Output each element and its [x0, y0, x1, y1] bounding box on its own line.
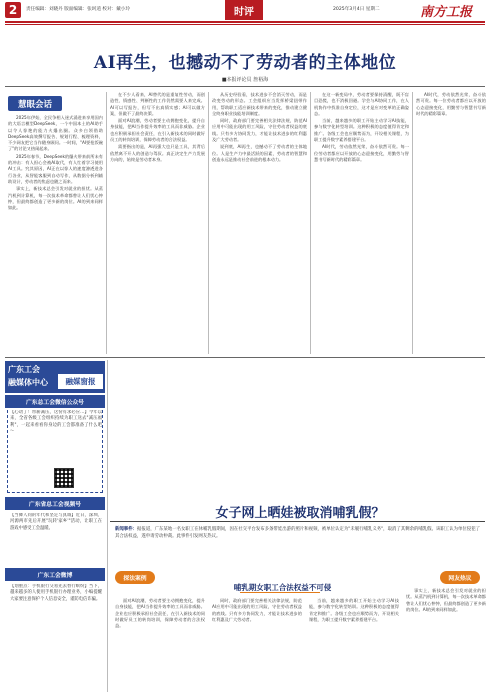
article-column-2: [110, 92, 205, 354]
newspaper-logo: 南方工报: [420, 5, 473, 20]
second-column-2: [212, 598, 302, 690]
paragraph: 面对AI浪潮，劳动者要主动拥抱变化，提升自身技能，把AI当作提升效率的工具而非威胁。企业也应积极承担社会责任，在引入新技术的同时做好员工的转岗培训，保障劳动者的合法权益。: [110, 118, 205, 143]
article-column-4: [314, 92, 409, 354]
sidebar-title-line2: 融媒体中心: [8, 378, 48, 387]
second-headline-rule: [110, 521, 485, 522]
paragraph: 从历史经验看，技术进步不会消灭劳动，而是改变劳动的形态。工会组织应当发挥桥梁纽带作用，帮助职工适应新技术带来的变化，推动建立健全终身职业技能培训制度。: [212, 92, 307, 116]
sidebar-wechat-text: 【心动了！带薪减压，这份有求必应…】今年以来，全省各级工会组织持续为职工送去"减压福利"，一起来看看你身边的工会都准备了什么吧～: [10, 410, 102, 435]
editor-line: 责任编辑：刘晓丹 版面编辑：张珂逍 校对：戴小玲: [26, 7, 130, 12]
second-column-4: [406, 588, 486, 690]
paragraph: 说到底，AI再生，也撼动不了劳动者的主体地位。人是生产力中最活跃的因素，劳动者的智慧和创造永远是推动社会前进的根本动力。: [212, 144, 307, 162]
paragraph: AI时代，劳动依然光荣，奋斗依然可贵。每一位劳动者都应以开放的心态迎接变化，用勤劳与智慧书写新时代的精彩篇章。: [416, 92, 486, 116]
paragraph: 同时，政府部门要完善相关法律法规，防范AI应用中可能出现的用工风险，守住劳动者权益的底线。只有多方协同发力，才能让技术进步的红利惠及广大劳动者。: [212, 118, 307, 143]
second-column-1: [115, 598, 205, 690]
sidebar-video-bar: 广东省总工会视频号: [5, 497, 105, 510]
comment-badge: 网友热议: [440, 571, 480, 584]
section-label: 时评: [225, 0, 263, 20]
sidebar-tag: [58, 374, 103, 389]
paragraph: 当前，越来越多的职工开始主动学习AI技能，参与数字化转型培训。这种积极的态度值得肯定和推广。各级工会也应顺势而为，开设相关课程，为职工提升数字素养搭建平台。: [309, 598, 399, 622]
paragraph: 2025年伊始，全民争相入迷式涌进来享用国内的大语言模型DeepSeek，一个中国本土的AI助手以令人惊艳的能力火爆出圈。众多白领借助DeepSeek高效撰写报告、规划行程、梳理资料，不少网友把它当作随身顾问。一时间，"AI要抢饭碗了"的讨论又热闹起来。: [8, 115, 103, 152]
header-rule-thin: [5, 24, 485, 25]
article-column-5: [416, 92, 486, 354]
main-headline: AI再生，也撼动不了劳动者的主体地位: [93, 53, 397, 73]
second-headline: 女子网上晒娃被取消哺乳假？: [215, 506, 385, 521]
paragraph: 2025年春节，DeepSeek的爆火带来前所未有的冲击：有人担心会被AI取代，有人忙着学习使用AI工具。究其原因，AI正在以惊人的速度渗透进各行各业，从智能客服到自动写作，从数据分析到辅助设计，劳动者的焦虑也随之而来。: [8, 153, 103, 184]
paragraph: 在不少人看来，AI替代的是重复性劳动，而创造性、情感性、判断性的工作仍然需要人来完成。AI可以写报告，但写不出真情实感；AI可以做方案，但做不了最终决策。: [110, 92, 205, 116]
date-line: 2025年3月4日 星期二: [333, 7, 380, 12]
case-badge: 探法案例: [115, 571, 155, 584]
column-divider: [412, 92, 413, 354]
qr-code-icon: [54, 468, 74, 488]
header-rule: [5, 21, 485, 23]
sidebar-wechat-bar: 广东总工会微信公众号: [5, 395, 105, 408]
lead-text: 据报道，广东某地一名女职工在休哺乳假期间，因在社交平台发布多条带娃出游的照片和视频，被单位认定为"未履行哺乳义务"，取消了其剩余的哺乳假。该职工认为单位侵犯了其合法权益，遂申请劳动仲裁。此事件引发网友热议。: [115, 527, 480, 539]
column-divider: [208, 92, 209, 354]
column-divider: [310, 92, 311, 354]
subtitle-rule: [240, 592, 320, 593]
article-column-1: [8, 115, 103, 355]
sidebar-video-text: 【当舞人同的年代和坚定与真诚】近日，深圳、河源两市先后开展"玩转'家乡'"活动，让职工在游戏中感受工会温暖。: [10, 513, 102, 531]
second-column-3: [309, 598, 399, 690]
paragraph: AI时代，劳动依然光荣，奋斗依然可贵。每一位劳动者都应以开放的心态迎接变化，用勤劳与智慧书写新时代的精彩篇章。: [314, 144, 409, 162]
sidebar-tag-label: 融媒窗报: [65, 377, 96, 386]
sidebar-title-line1: 广东工会: [8, 365, 40, 374]
article-column-3: [212, 92, 307, 354]
news-lead: [115, 527, 480, 541]
sidebar-weibo-bar: 广东工会微博: [5, 568, 105, 581]
second-subtitle: 哺乳期女职工合法权益不可侵: [233, 583, 332, 592]
sidebar-weibo-text: 【划重点：手机银行交易先去替行缤纷】当下，越来越多的人使用手机银行办理业务，小编提醒大家要注意保护个人信息安全，谨防电信诈骗。: [10, 584, 102, 602]
paragraph: 事实上，新技术总会引发对就业的担忧。从蒸汽机到计算机，每一次技术革命都曾让人们忧心忡忡，但最终都创造了更多新的岗位。AI的到来同样如此。: [8, 186, 103, 211]
page-number: 2: [5, 2, 21, 18]
paragraph: 面对AI浪潮，劳动者要主动拥抱变化，提升自身技能，把AI当作提升效率的工具而非威胁。企业也应积极承担社会责任，在引入新技术的同时做好员工的转岗培训，保障劳动者的合法权益。: [115, 598, 205, 629]
byline: ■本报评论员 詹裕海: [221, 77, 269, 83]
section-rule: [5, 357, 485, 358]
sidebar-divider: [107, 360, 108, 692]
paragraph: 事实上，新技术总会引发对就业的担忧。从蒸汽机到计算机，每一次技术革命都曾让人们忧心忡忡，但最终都创造了更多新的岗位。AI的到来同样如此。: [406, 588, 486, 612]
paragraph: 当前，越来越多的职工开始主动学习AI技能，参与数字化转型培训。这种积极的态度值得肯定和推广。各级工会也应顺势而为，开设相关课程，为职工提升数字素养搭建平台。: [314, 118, 409, 143]
paragraph: 在这一新变局中，劳动者要保持清醒，既不盲目恐慌，也不消极回避。学会与AI协同工作，在人机协作中找准自身定位，这才是应对变革的正确姿态。: [314, 92, 409, 116]
column-badge: 慧眼会话: [8, 96, 62, 111]
column-divider: [106, 92, 107, 354]
paragraph: 同时，政府部门要完善相关法律法规，防范AI应用中可能出现的用工风险，守住劳动者权益的底线。只有多方协同发力，才能让技术进步的红利惠及广大劳动者。: [212, 598, 302, 622]
lead-label: 新闻事件：: [115, 527, 138, 532]
paragraph: 需要指出的是，AI再强大也只是工具，其背后依然离不开人的创造与驾驭。真正决定生产力发展方向的，始终是劳动者本身。: [110, 144, 205, 162]
headline-rule: [5, 86, 485, 87]
